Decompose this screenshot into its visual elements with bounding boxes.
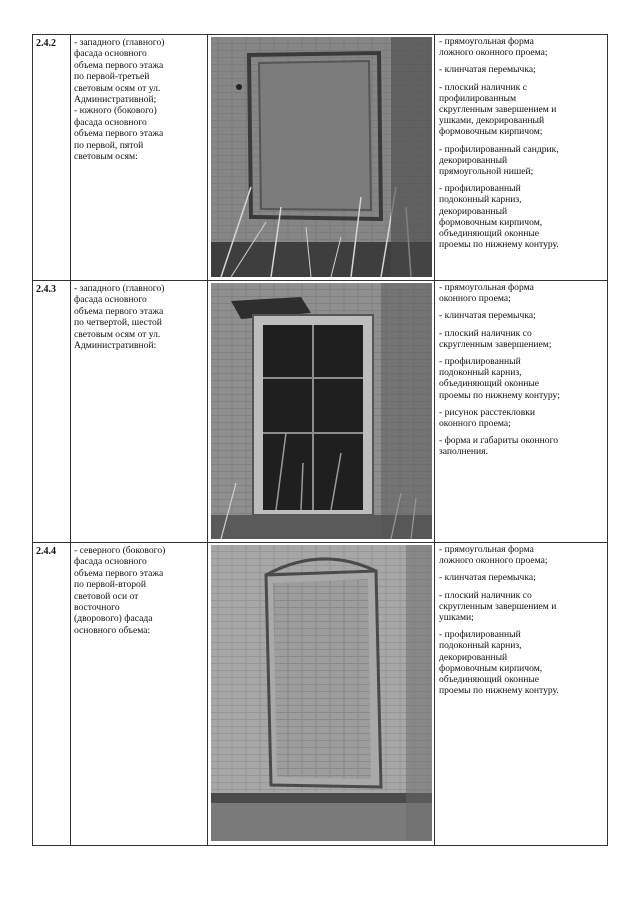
window-elements-table <box>32 34 608 846</box>
table-row <box>33 35 607 281</box>
feature-item: - плоский наличник со скругленным завершением; <box>439 327 552 350</box>
feature-item: - клинчатая перемычка; <box>439 64 536 76</box>
table-row <box>33 281 607 543</box>
feature-item: - плоский наличник со скругленным завершением и ушками; <box>439 589 557 624</box>
feature-item: - профилированный подоконный карниз, декорированный формовочным кирпичом, объединяющий оконные проемы по нижнему контуру. <box>439 629 559 697</box>
feature-item: - клинчатая перемычка; <box>439 572 536 584</box>
feature-item: - прямоугольная форма ложного оконного проема; <box>439 36 548 59</box>
feature-item: - профилированный подоконный карниз, объединяющий оконные проемы по нижнему контуру; <box>439 356 560 401</box>
table-row <box>33 543 607 845</box>
feature-item: - прямоугольная форма оконного проема; <box>439 282 534 305</box>
feature-item: - форма и габариты оконного заполнения. <box>439 435 559 458</box>
row-description: - северного (бокового) фасада основного объема первого этажа по первой-второй световой оси от восточного (дворового) фасада основного объема: <box>71 543 208 845</box>
photo-false-window-3 <box>208 543 435 845</box>
photo-false-window-1 <box>208 35 435 280</box>
feature-item: - профилированный подоконный карниз, декорированный формовочным кирпичом, объединяющий оконные проемы по нижнему контуру. <box>439 183 559 251</box>
features-list <box>435 543 607 845</box>
row-description: - западного (главного) фасада основного объема первого этажа по первой-третьей световым осям от ул. Административной; - южного (бокового) фасада основного объема первого этажа по первой, пятой световым осям: <box>71 35 208 280</box>
photo-window-2 <box>208 281 435 542</box>
features-list <box>435 281 607 542</box>
row-number: 2.4.3 <box>33 281 71 542</box>
row-number: 2.4.2 <box>33 35 71 280</box>
feature-item: - прямоугольная форма ложного оконного проема; <box>439 544 548 567</box>
feature-item: - плоский наличник с профилированным скругленным завершением и ушками, декорированный формовочным кирпичом; <box>439 81 557 138</box>
feature-item: - рисунок расстекловки оконного проема; <box>439 406 536 430</box>
feature-item: - клинчатая перемычка; <box>439 310 536 322</box>
row-number: 2.4.4 <box>33 543 71 845</box>
features-list <box>435 35 607 280</box>
feature-item: - профилированный сандрик, декорированный прямоугольной нишей; <box>439 143 559 178</box>
row-description: - западного (главного) фасада основного объема первого этажа по четвертой, шестой световым осям от ул. Административной: <box>71 281 208 542</box>
